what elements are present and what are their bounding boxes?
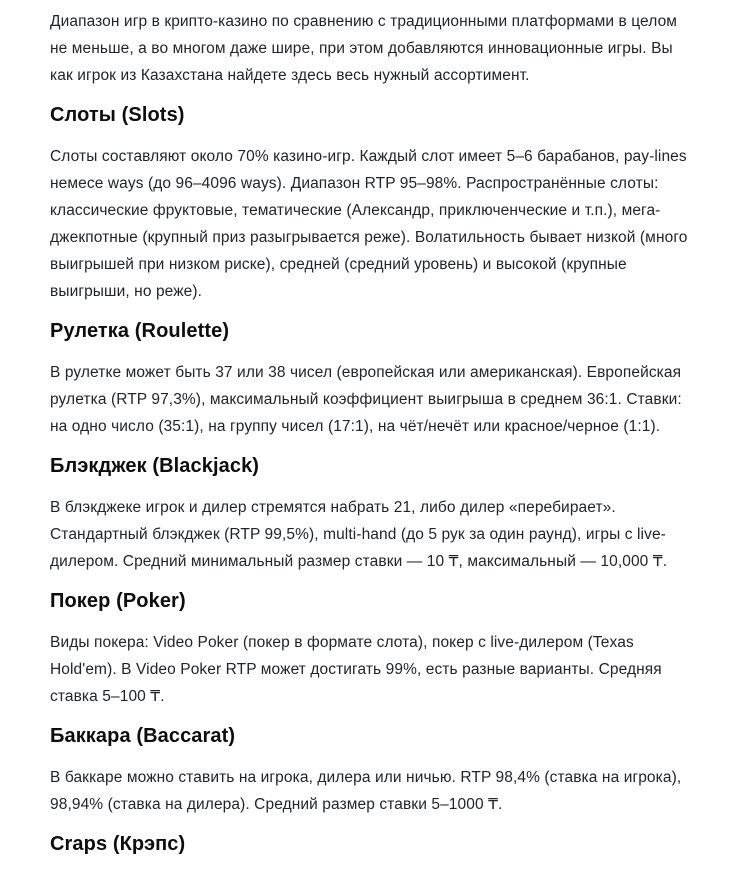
section-blackjack [50,454,692,575]
section-heading-baccarat: Баккара (Baccarat) [50,725,236,747]
section-paragraph-slots: Слоты составляют около 70% казино-игр. Каждый слот имеет 5–6 барабанов, pay-lines немесе ways (до 96–4096 ways). Диапазон RTP 95–98%. Распространённые слоты: классические фруктовые, тематические (Александр, приключенческие и т.п.), мега-джекпотные (крупный приз разыгрывается реже). Волатильность бывает низкой (много выигрышей при низком риске), средней (средний уровень) и высокой (крупные выигрыши, но реже). [50,148,688,300]
section-heading-roulette: Рулетка (Roulette) [50,320,230,342]
section-heading-blackjack: Блэкджек (Blackjack) [50,455,260,477]
section-poker [50,589,692,710]
section-heading-craps: Craps (Крэпс) [50,833,186,855]
section-slots [50,103,692,305]
section-paragraph-poker: Виды покера: Video Poker (покер в формате слота), покер с live-дилером (Texas Hold'em). В Video Poker RTP может достигать 99%, есть разные варианты. Средняя ставка 5–100 ₸. [50,634,662,705]
section-paragraph-baccarat: В баккаре можно ставить на игрока, дилера или ничью. RTP 98,4% (ставка на игрока), 98,94% (ставка на дилера). Средний размер ставки 5–1000 ₸. [50,769,682,813]
section-baccarat [50,724,692,818]
intro-paragraph: Диапазон игр в крипто-казино по сравнению с традиционными платформами в целом не меньше, а во многом даже шире, при этом добавляются инновационные игры. Вы как игрок из Казахстана найдете здесь весь нужный ассортимент. [50,13,678,84]
section-heading-slots: Слоты (Slots) [50,104,185,126]
section-paragraph-roulette: В рулетке может быть 37 или 38 чисел (европейская или американская). Европейская рулетка (RTP 97,3%), максимальный коэффициент выигрыша в среднем 36:1. Ставки: на одно число (35:1), на группу чисел (17:1), на чёт/нечёт или красное/черное (1:1). [50,364,682,435]
section-paragraph-blackjack: В блэкджеке игрок и дилер стремятся набрать 21, либо дилер «перебирает». Стандартный блэкджек (RTP 99,5%), multi-hand (до 5 рук за один раунд), игры с live-дилером. Средний минимальный размер ставки — 10 ₸, максимальный — 10,000 ₸. [50,499,668,570]
section-heading-poker: Покер (Poker) [50,590,186,612]
section-craps [50,832,692,856]
section-roulette [50,319,692,440]
